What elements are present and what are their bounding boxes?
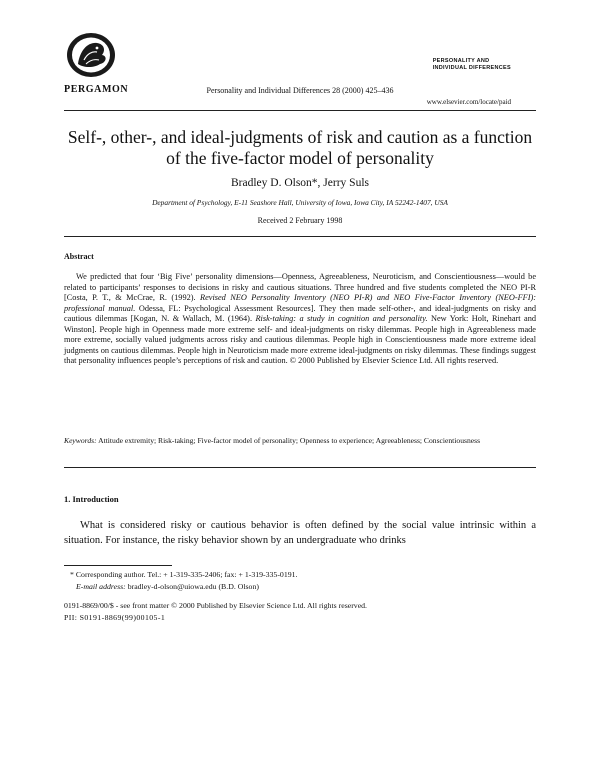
- email-value[interactable]: bradley-d-olson@uiowa.edu (B.D. Olson): [125, 582, 259, 591]
- abstract-part3: New York: Holt, Rinehart and Winston]. People high in Openness made more extreme self- and ideal-judgments on risky dilemmas. People high in Agreeableness made more extreme, socially valued judgments across risky and cautious dilemmas. People high in Conscientiousness made more extreme ideal judgments on cautious dilemmas. People high in Neuroticism made more extreme ideal-judgments on risky dilemmas. These findings suggest that personality influences people’s perceptions of risk and caution. © 2000 Published by Elsevier Science Ltd. All rights reserved.: [64, 314, 536, 365]
- section-heading-introduction: 1. Introduction: [64, 494, 119, 504]
- abstract-part1: We predicted that four ‘Big Five’ personality dimensions—Openness, Agreeableness, Neuroticism, and Conscientiousness—would be related to participants’ responses to decisions in risky and cautious situations. Three hundred and five students completed the NEO PI-R [Costa, P. T., & McCrae, R. (1992).: [64, 272, 536, 302]
- article-authors: Bradley D. Olson*, Jerry Suls: [231, 177, 369, 189]
- footnote-divider: [64, 565, 172, 566]
- abstract-citation-title-1: Revised NEO Personality Inventory (NEO PI-R) and NEO Five-Factor Inventory (NEO-FFI): professional manual.: [64, 293, 537, 313]
- abstract-divider: [64, 467, 536, 468]
- introduction-paragraph: What is considered risky or cautious behavior is often defined by the social value intrinsic within a situation. For instance, the risky behavior shown by an undergraduate who drinks: [64, 520, 536, 546]
- header-divider: [64, 110, 536, 111]
- pergamon-crest-icon: [64, 30, 118, 80]
- keywords: [64, 436, 536, 446]
- received-date: Received 2 February 1998: [257, 216, 343, 225]
- footnote-corresponding-author: * Corresponding author. Tel.: + 1-319-335-2406; fax: + 1-319-335-0191.: [70, 570, 298, 579]
- pii-identifier: PII: S0191-8869(99)00105-1: [64, 613, 166, 622]
- abstract-part2: Odessa, FL: Psychological Assessment Resources]. They then made self-other-, and ideal-judgments on risky and cautious dilemmas [Kogan, N. & Wallach, M. (1964).: [64, 303, 536, 323]
- title-divider: [64, 236, 536, 237]
- copyright-notice: 0191-8869/00/$ - see front matter © 2000 Published by Elsevier Science Ltd. All rights reserved.: [64, 601, 368, 610]
- abstract-body: [64, 272, 536, 367]
- keywords-list: Attitude extremity; Risk-taking; Five-factor model of personality; Openness to experience; Agreeableness; Conscientiousness: [96, 436, 481, 445]
- footnote-email: [64, 582, 259, 591]
- journal-brand: [433, 58, 511, 71]
- keywords-label: Keywords:: [64, 436, 97, 445]
- journal-website-link[interactable]: www.elsevier.com/locate/paid: [426, 98, 511, 106]
- author-affiliation: Department of Psychology, E-11 Seashore Hall, University of Iowa, Iowa City, IA 52242-1407, USA: [152, 198, 448, 207]
- journal-brand-line1: PERSONALITY AND: [432, 58, 490, 64]
- email-label: E-mail address:: [76, 582, 126, 591]
- article-title: Self-, other-, and ideal-judgments of risk and caution as a function of the five-factor model of personality: [67, 127, 533, 168]
- journal-reference: Personality and Individual Differences 28 (2000) 425–436: [206, 86, 394, 95]
- abstract-heading: Abstract: [64, 252, 94, 261]
- publisher-name: PERGAMON: [64, 84, 129, 95]
- abstract-citation-title-2: Risk-taking: a study in cognition and personality.: [255, 314, 428, 323]
- journal-brand-line2: INDIVIDUAL DIFFERENCES: [432, 64, 511, 71]
